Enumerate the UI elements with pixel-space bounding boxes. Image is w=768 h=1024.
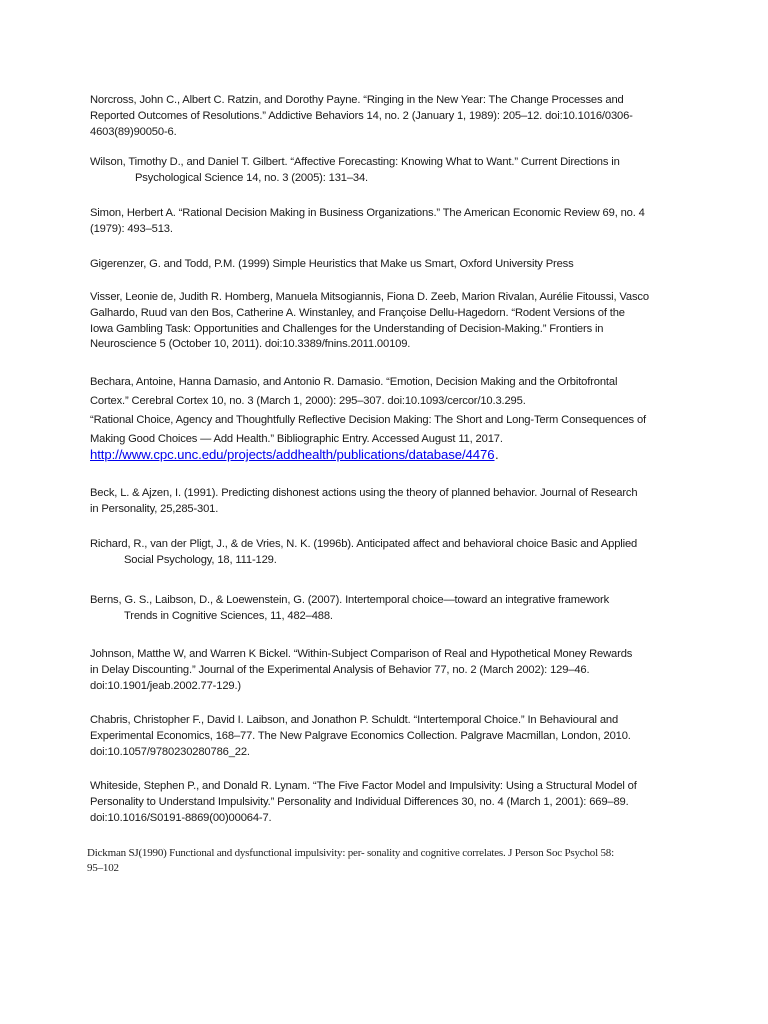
reference-line: Chabris, Christopher F., David I. Laibson, and Jonathon P. Schuldt. “Intertemporal Choice.” In Behavioural and (90, 714, 619, 726)
reference-beck (90, 486, 680, 518)
reference-line: Iowa Gambling Task: Opportunities and Challenges for the Understanding of Decision-Making.” Frontiers in (90, 322, 604, 335)
reference-berns (90, 593, 680, 625)
reference-line: Bechara, Antoine, Hanna Damasio, and Antonio R. Damasio. “Emotion, Decision Making and the Orbitofrontal (90, 376, 618, 388)
reference-line: doi:10.1901/jeab.2002.77-129.) (90, 679, 242, 692)
reference-chabris (90, 713, 680, 760)
reference-johnson (90, 647, 680, 694)
reference-gigerenzer (90, 257, 680, 273)
reference-richard (90, 537, 680, 569)
reference-line: Wilson, Timothy D., and Daniel T. Gilbert. “Affective Forecasting: Knowing What to Want.” Current Directions in (90, 156, 620, 168)
reference-line: Social Psychology, 18, 111-129. (124, 553, 277, 566)
reference-line: Whiteside, Stephen P., and Donald R. Lynam. “The Five Factor Model and Impulsivity: Using a Structural Model of (90, 780, 637, 792)
reference-line: Gigerenzer, G. and Todd, P.M. (1999) Simple Heuristics that Make us Smart, Oxford University Press (90, 258, 574, 270)
reference-line: Galhardo, Ruud van den Bos, Catherine A. Winstanley, and Françoise Dellu-Hagedorn. “Rodent Versions of the (90, 306, 625, 319)
reference-line: Johnson, Matthe W, and Warren K Bickel. “Within-Subject Comparison of Real and Hypothetical Money Rewards (90, 648, 633, 660)
reference-whiteside (90, 779, 680, 826)
reference-bechara (90, 373, 680, 449)
reference-line: Dickman SJ(1990) Functional and dysfunctional impulsivity: per- sonality and cognitive correlates. J Person Soc Psychol 58: (87, 847, 614, 859)
link-period: . (495, 447, 499, 462)
reference-visser (90, 290, 680, 353)
add-health-link[interactable]: http://www.cpc.unc.edu/projects/addhealth/publications/database/4476 (90, 447, 495, 462)
reference-simon (90, 206, 680, 238)
reference-line: Reported Outcomes of Resolutions.” Addictive Behaviors 14, no. 2 (January 1, 1989): 205–12. doi:10.1016/0306- (90, 109, 633, 122)
reference-line: (1979): 493–513. (90, 222, 173, 235)
reference-line: 4603(89)90050-6. (90, 125, 177, 138)
reference-line: Simon, Herbert A. “Rational Decision Making in Business Organizations.” The American Economic Review 69, no. 4 (90, 207, 645, 219)
reference-line: Richard, R., van der Pligt, J., & de Vries, N. K. (1996b). Anticipated affect and behavioral choice Basic and Applied (90, 538, 638, 550)
reference-line: in Personality, 25,285-301. (90, 502, 219, 515)
reference-line: Trends in Cognitive Sciences, 11, 482–488. (124, 609, 333, 622)
reference-line: 95–102 (87, 862, 119, 874)
reference-line: Personality to Understand Impulsivity.” Personality and Individual Differences 30, no. 4 (March 1, 2001): 669–89. (90, 795, 629, 808)
reference-dickman (87, 846, 677, 876)
reference-line: Norcross, John C., Albert C. Ratzin, and Dorothy Payne. “Ringing in the New Year: The Change Processes and (90, 94, 624, 106)
reference-line: Making Good Choices — Add Health.” Bibliographic Entry. Accessed August 11, 2017. (90, 433, 503, 445)
reference-norcross (90, 93, 680, 140)
reference-line: Cortex.” Cerebral Cortex 10, no. 3 (March 1, 2000): 295–307. doi:10.1093/cercor/10.3.295. (90, 395, 526, 407)
reference-line: Neuroscience 5 (October 10, 2011). doi:10.3389/fnins.2011.00109. (90, 338, 411, 351)
reference-line: “Rational Choice, Agency and Thoughtfully Reflective Decision Making: The Short and Long-Term Consequences of (90, 414, 646, 426)
reference-line: Psychological Science 14, no. 3 (2005): 131–34. (135, 171, 369, 184)
reference-line: doi:10.1057/9780230280786_22. (90, 745, 250, 758)
reference-line: in Delay Discounting.” Journal of the Experimental Analysis of Behavior 77, no. 2 (March 2002): 129–46. (90, 663, 590, 676)
reference-line: doi:10.1016/S0191-8869(00)00064-7. (90, 811, 272, 824)
reference-line: Experimental Economics, 168–77. The New Palgrave Economics Collection. Palgrave Macmillan, London, 2010. (90, 729, 631, 742)
reference-line: Visser, Leonie de, Judith R. Homberg, Manuela Mitsogiannis, Fiona D. Zeeb, Marion Rivalan, Aurélie Fitoussi, Vasco (90, 291, 649, 303)
reference-line: Berns, G. S., Laibson, D., & Loewenstein, G. (2007). Intertemporal choice—toward an integrative framework (90, 594, 610, 606)
reference-wilson (90, 155, 680, 187)
reference-line: Beck, L. & Ajzen, I. (1991). Predicting dishonest actions using the theory of planned behavior. Journal of Research (90, 487, 638, 499)
